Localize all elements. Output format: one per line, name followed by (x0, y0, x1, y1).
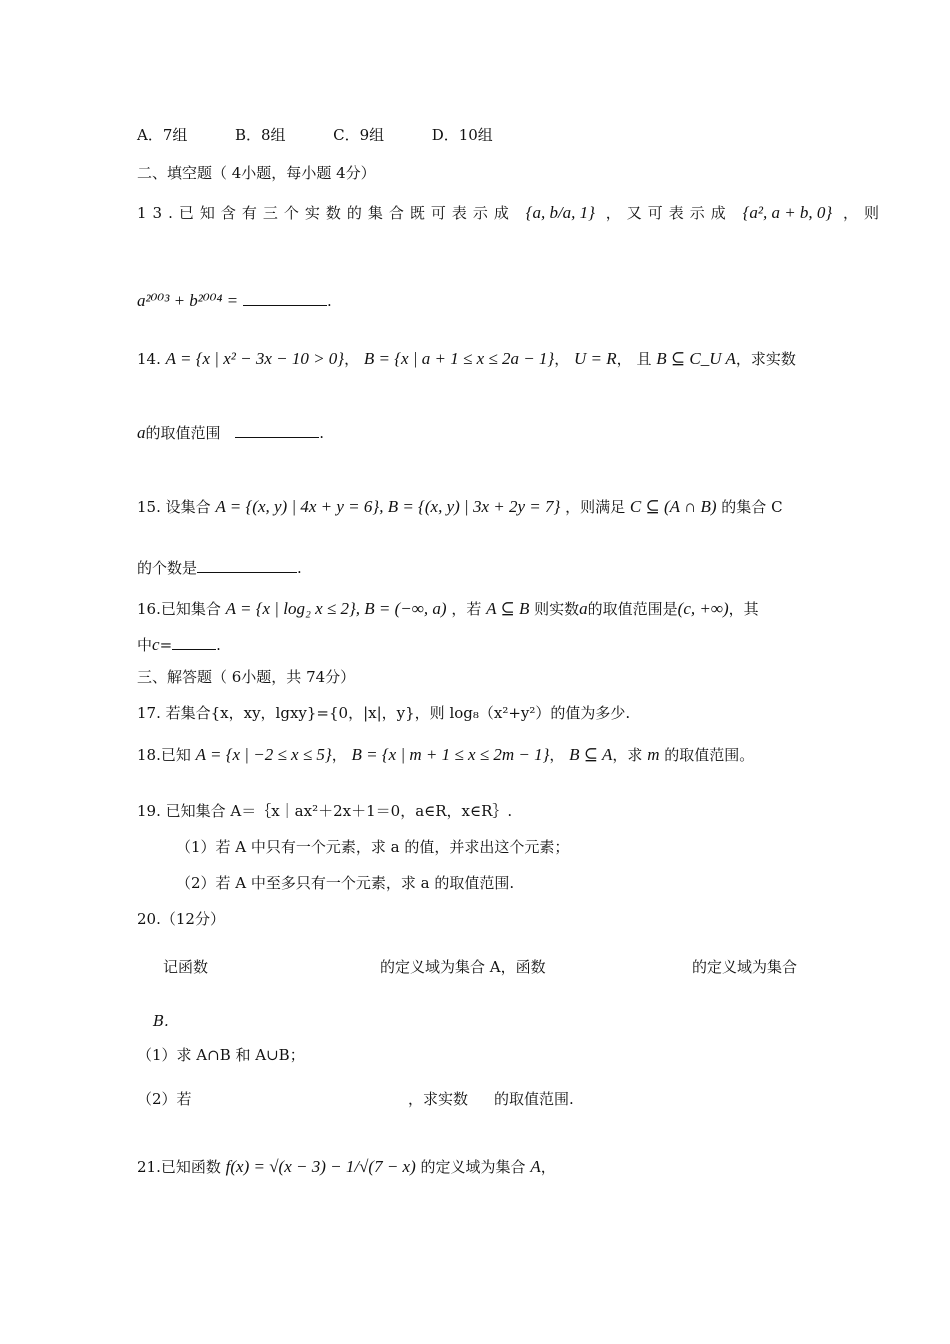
question-20-text2: 的定义域为集合 A，函数 (380, 958, 546, 976)
question-20-text4: B. (153, 1012, 169, 1030)
question-14-line2: a的取值范围 . (137, 423, 325, 442)
question-14-line1: 14. A = {x | x² − 3x − 10 > 0}， B = {x | a + 1 ≤ x ≤ 2a − 1}， U = R， 且 B ⊆ C_U A，求实数 (137, 349, 796, 368)
q14-set-a: A = {x | x² − 3x − 10 > 0} (165, 349, 345, 368)
question-20-text1: 记函数 (163, 958, 209, 976)
question-16-line1: 16.已知集合 A = {x | log₂ x ≤ 2}, B = (−∞, a) ，若 A ⊆ B 则实数a的取值范围是(c, +∞)，其 (137, 599, 759, 618)
question-19-stem: 19. 已知集合 A＝｛x｜ax²＋2x＋1＝0，a∈R，x∈R｝. (137, 802, 513, 820)
answer-blank (197, 560, 297, 573)
answer-blank (235, 425, 319, 438)
q21-function: f(x) = √(x − 3) − 1/√(7 − x) (225, 1157, 416, 1176)
question-15-line1: 15. 设集合 A = {(x, y) | 4x + y = 6}, B = {(x, y) | 3x + 2y = 7} ，则满足 C ⊆ (A ∩ B) 的集合 C (137, 497, 783, 516)
choice-b: B．8组 (234, 126, 286, 144)
question-19-part1: （1）若 A 中只有一个元素，求 a 的值，并求出这个元素； (176, 838, 570, 856)
q14-set-b: B = {x | a + 1 ≤ x ≤ 2a − 1} (363, 349, 555, 368)
choice-c: C．9组 (333, 126, 385, 144)
q15-condition: C ⊆ (A ∩ B) (629, 497, 717, 516)
q15-sets: A = {(x, y) | 4x + y = 6}, B = {(x, y) | 3x + 2y = 7} (215, 497, 561, 516)
q16-set-b: , B = (−∞, a) (355, 599, 447, 618)
q13-set2: {a², a + b, 0} (742, 203, 833, 222)
q18-set-a: A = {x | −2 ≤ x ≤ 5} (195, 745, 332, 764)
q14-condition: B ⊆ C_U A (656, 349, 736, 368)
section-heading-fill-in: 二、填空题（ 4小题，每小题 4分） (137, 164, 376, 182)
q18-condition: B ⊆ A (569, 745, 613, 764)
q18-set-b: B = {x | m + 1 ≤ x ≤ 2m − 1} (351, 745, 550, 764)
question-20-part2b: ，求实数 (408, 1090, 469, 1108)
q13-expr: a²⁰⁰³ + b²⁰⁰⁴ = (137, 291, 239, 310)
question-21: 21.已知函数 f(x) = √(x − 3) − 1/√(7 − x) 的定义域为集合 A， (137, 1157, 556, 1176)
question-15-line2: 的个数是 . (137, 559, 302, 577)
q14-set-u: U = R (574, 349, 617, 368)
question-17: 17. 若集合{x，xy，lgxy}={0，|x|，y}，则 log₈（x²+y²）的值为多少. (137, 704, 631, 722)
question-19-part2: （2）若 A 中至多只有一个元素，求 a 的取值范围. (176, 874, 515, 892)
question-18: 18.已知 A = {x | −2 ≤ x ≤ 5}， B = {x | m + 1 ≤ x ≤ 2m − 1}， B ⊆ A，求 m 的取值范围。 (137, 745, 755, 764)
question-20-part1: （1）求 A∩B 和 A∪B； (137, 1046, 305, 1064)
question-20-header: 20.（12分） (137, 910, 225, 928)
answer-blank (243, 293, 327, 306)
question-20-part2a: （2）若 (137, 1090, 192, 1108)
section-heading-answers: 三、解答题（ 6小题，共 74分） (137, 668, 356, 686)
choice-d: D．10组 (431, 126, 493, 144)
question-13-line1: 13.已知含有三个实数的集合既可表示成 {a, b/a, 1} ，又可表示成 {a², a + b, 0} ，则 (137, 203, 886, 222)
question-20-part2c: 的取值范围. (494, 1090, 574, 1108)
question-16-line2: 中c= . (137, 635, 221, 654)
answer-blank (172, 637, 216, 650)
q16-set-a: A = {x | log₂ x ≤ 2} (225, 599, 356, 618)
question-13-line2: a²⁰⁰³ + b²⁰⁰⁴ = . (137, 291, 332, 310)
choice-row (137, 128, 493, 143)
q13-set1: {a, b/a, 1} (525, 203, 595, 222)
choice-a: A．7组 (137, 126, 188, 144)
question-20-text3: 的定义域为集合 (692, 958, 798, 976)
